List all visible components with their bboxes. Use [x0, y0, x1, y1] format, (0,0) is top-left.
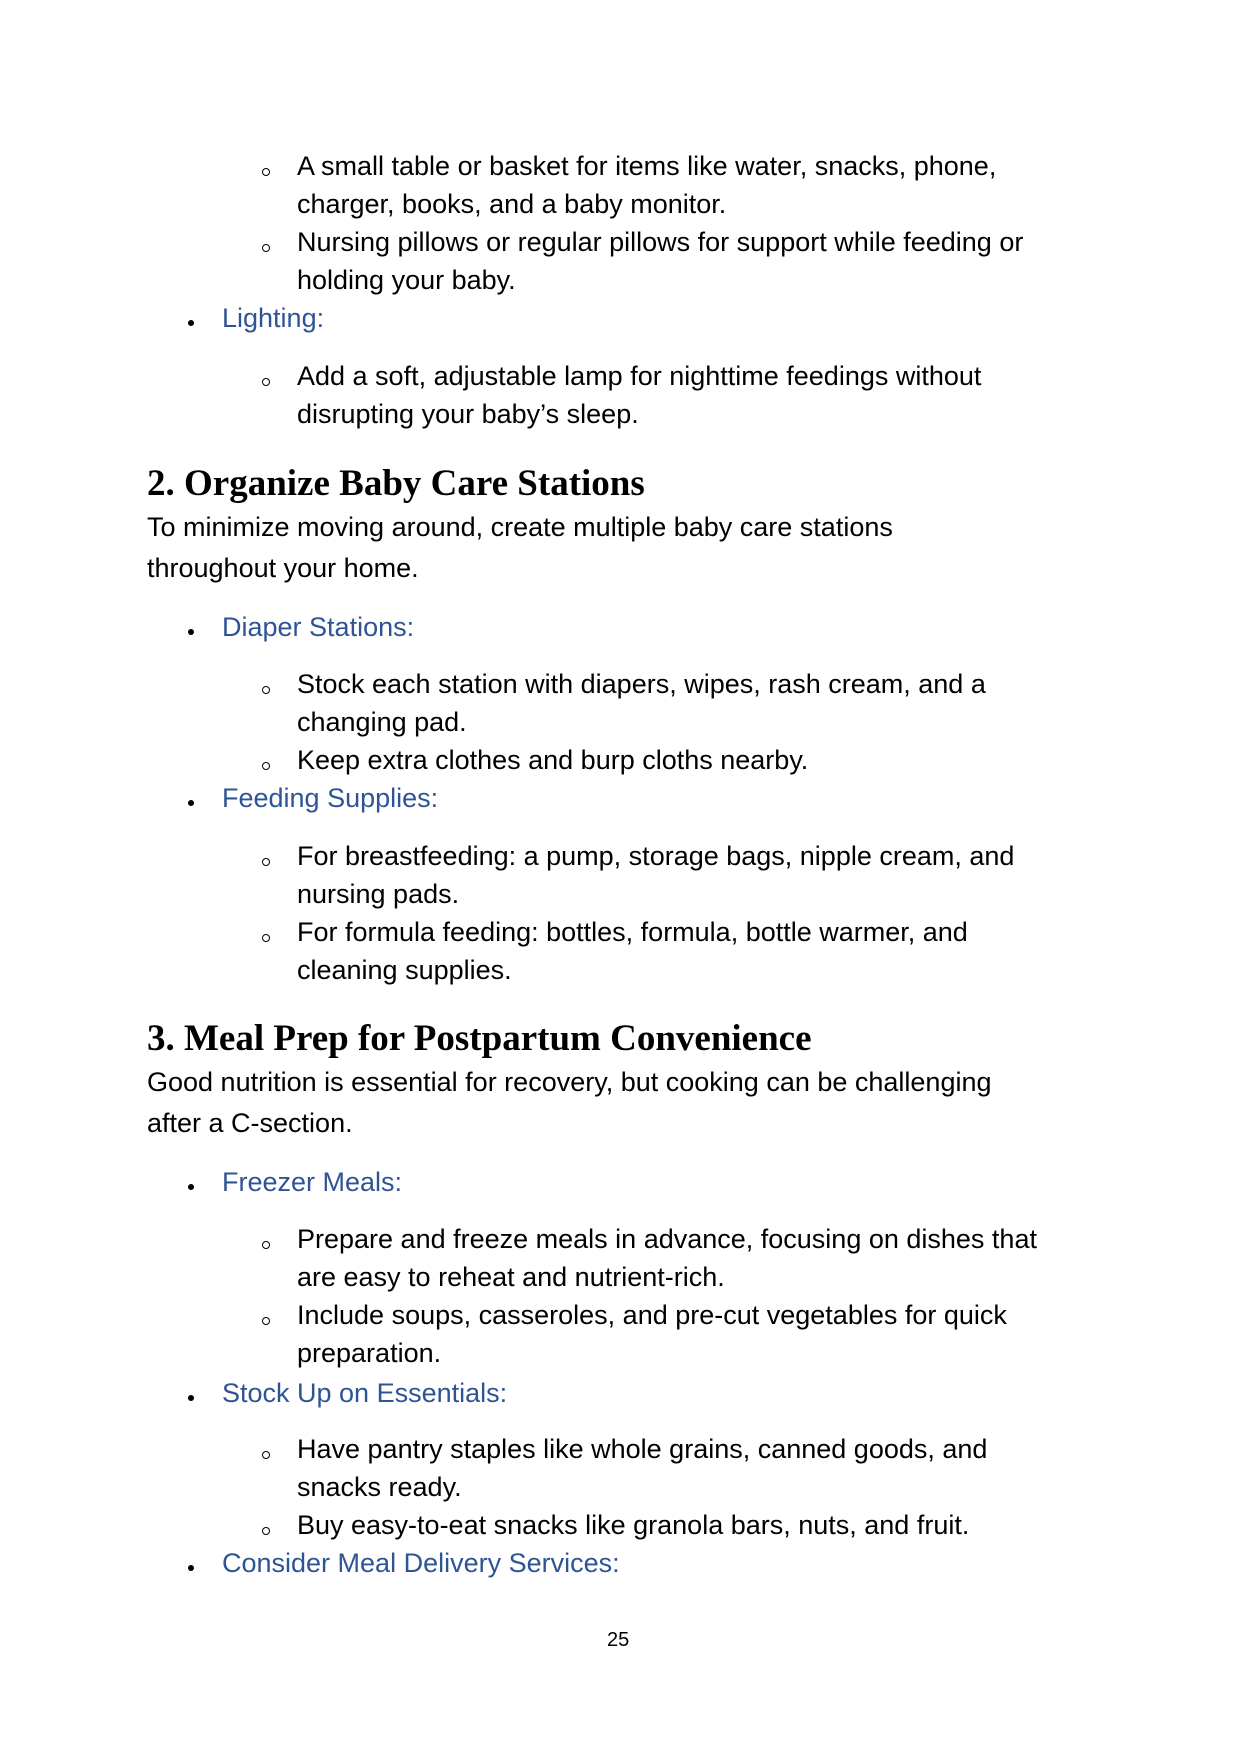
sub-heading-feeding-supplies: Feeding Supplies:: [222, 783, 439, 813]
list-item-text: snacks ready.: [297, 1472, 462, 1502]
sub-heading-lighting: Lighting:: [222, 303, 325, 333]
sub-heading-meal-delivery: Consider Meal Delivery Services:: [222, 1548, 620, 1578]
sub-bullet-icon: [262, 244, 270, 252]
sub-heading-freezer-meals: Freezer Meals:: [222, 1167, 403, 1197]
list-item-text: Keep extra clothes and burp cloths nearby.: [297, 745, 809, 775]
bullet-icon: [188, 1395, 194, 1401]
list-item-text: changing pad.: [297, 707, 467, 737]
sub-heading-diaper-stations: Diaper Stations:: [222, 612, 415, 642]
list-item-text: Nursing pillows or regular pillows for support while feeding or: [297, 227, 1024, 257]
sub-bullet-icon: [262, 1241, 270, 1249]
sub-bullet-icon: [262, 762, 270, 770]
bullet-icon: [188, 320, 194, 326]
sub-bullet-icon: [262, 378, 270, 386]
bullet-icon: [188, 1565, 194, 1571]
list-item-text: charger, books, and a baby monitor.: [297, 189, 727, 219]
list-item-text: cleaning supplies.: [297, 955, 512, 985]
list-item-text: preparation.: [297, 1338, 442, 1368]
section-heading: 3. Meal Prep for Postpartum Convenience: [147, 1018, 812, 1059]
list-item-text: A small table or basket for items like water, snacks, phone,: [297, 151, 997, 181]
list-item-text: For formula feeding: bottles, formula, bottle warmer, and: [297, 917, 968, 947]
sub-heading-stock-up: Stock Up on Essentials:: [222, 1378, 508, 1408]
sub-bullet-icon: [262, 168, 270, 176]
page-number: 25: [607, 1629, 630, 1651]
paragraph-text: To minimize moving around, create multiple baby care stations: [147, 512, 893, 542]
section-heading: 2. Organize Baby Care Stations: [147, 463, 645, 504]
sub-bullet-icon: [262, 1451, 270, 1459]
list-item-text: nursing pads.: [297, 879, 460, 909]
sub-bullet-icon: [262, 1527, 270, 1535]
paragraph-text: Good nutrition is essential for recovery, but cooking can be challenging: [147, 1067, 992, 1097]
list-item-text: Add a soft, adjustable lamp for nighttime feedings without: [297, 361, 982, 391]
sub-bullet-icon: [262, 686, 270, 694]
paragraph-text: after a C-section.: [147, 1108, 353, 1138]
list-item-text: Stock each station with diapers, wipes, rash cream, and a: [297, 669, 986, 699]
list-item-text: Prepare and freeze meals in advance, focusing on dishes that: [297, 1224, 1037, 1254]
sub-bullet-icon: [262, 858, 270, 866]
list-item-text: are easy to reheat and nutrient-rich.: [297, 1262, 725, 1292]
bullet-icon: [188, 800, 194, 806]
list-item-text: Have pantry staples like whole grains, canned goods, and: [297, 1434, 988, 1464]
paragraph-text: throughout your home.: [147, 553, 419, 583]
list-item-text: holding your baby.: [297, 265, 516, 295]
bullet-icon: [188, 629, 194, 635]
list-item-text: Include soups, casseroles, and pre-cut vegetables for quick: [297, 1300, 1007, 1330]
sub-bullet-icon: [262, 1317, 270, 1325]
bullet-icon: [188, 1184, 194, 1190]
list-item-text: disrupting your baby’s sleep.: [297, 399, 639, 429]
list-item-text: Buy easy-to-eat snacks like granola bars, nuts, and fruit.: [297, 1510, 970, 1540]
list-item-text: For breastfeeding: a pump, storage bags, nipple cream, and: [297, 841, 1015, 871]
sub-bullet-icon: [262, 934, 270, 942]
